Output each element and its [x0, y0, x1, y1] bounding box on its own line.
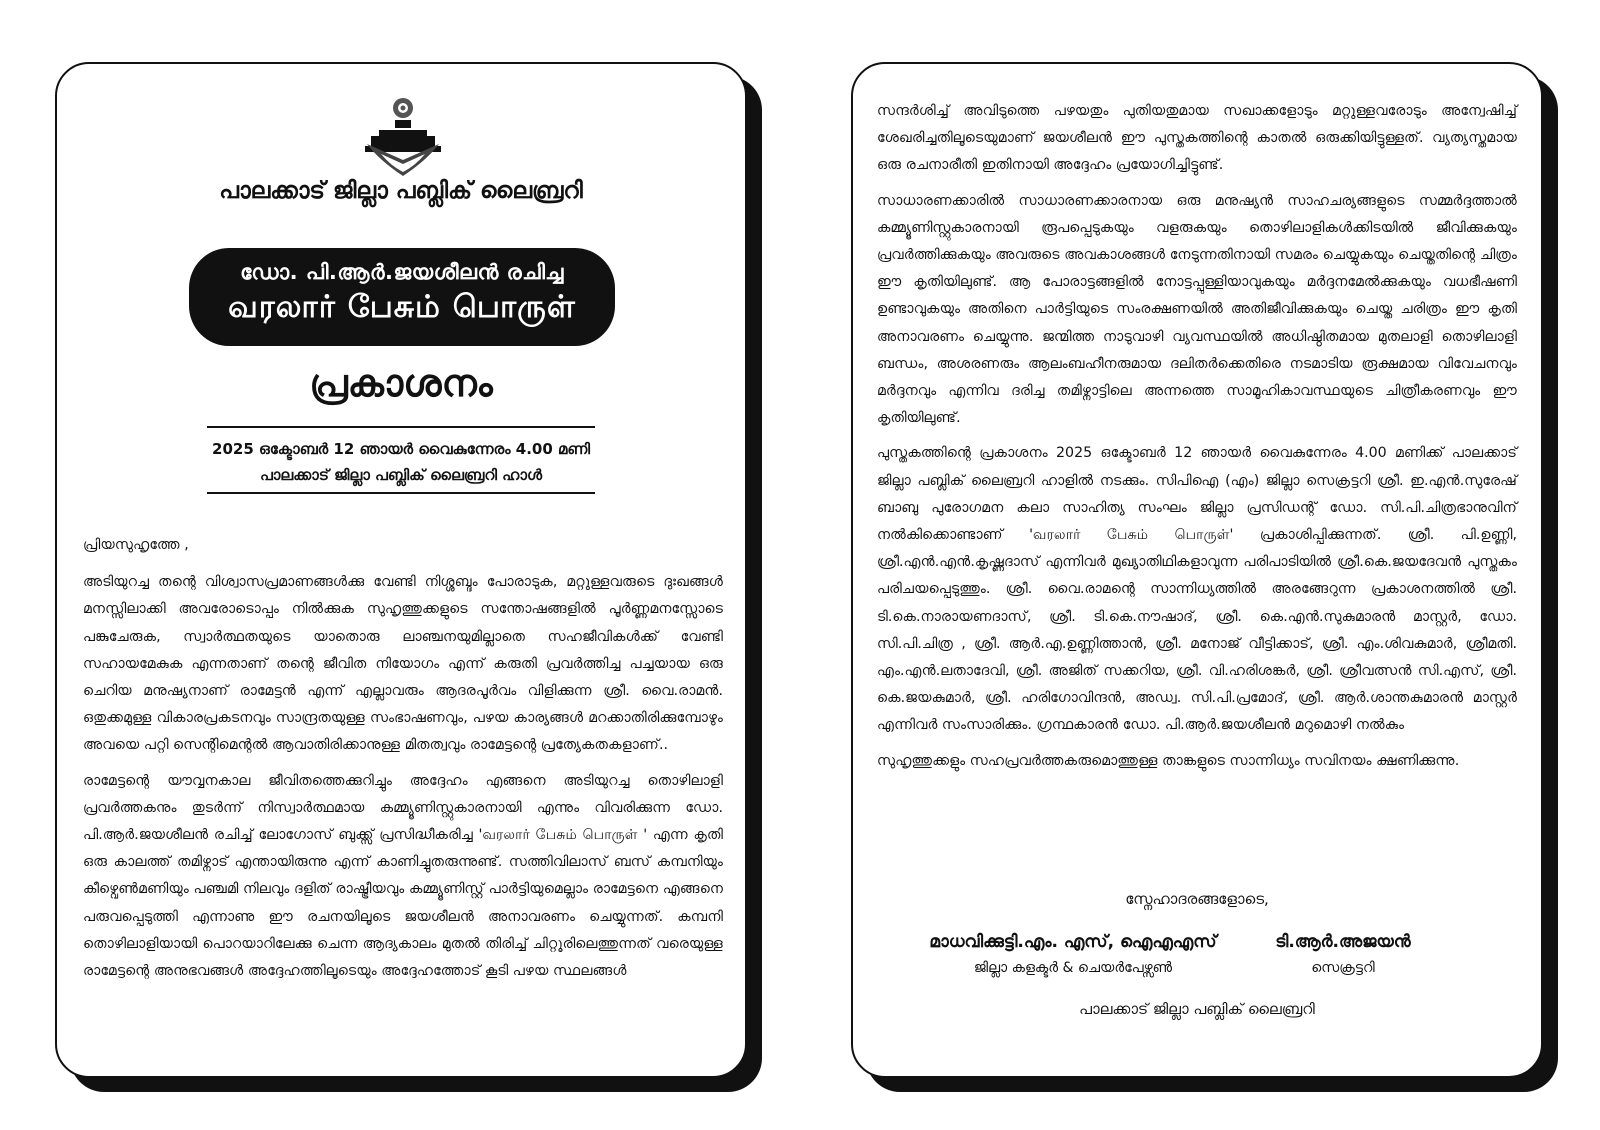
event-venue: പാലക്കാട് ജില്ലാ പബ്ലിക് ലൈബ്രറി ഹാൾ: [259, 466, 543, 484]
paragraph: പുസ്തകത്തിന്റെ പ്രകാശനം 2025 ഒക്ടോബർ 12 ഞായർ വൈകുന്നേരം 4.00 മണിക്ക് പാലക്കാട് ജില്ലാ പബ്ലിക് ലൈബ്രറി ഹാളിൽ നടക്കും. സിപിഐ (എം) ജില്ലാ സെക്രട്ടറി ശ്രീ. ഇ.എൻ.സുരേഷ് ബാബു പുരോഗമന കലാ സാഹിത്യ സംഘം ജില്ലാ പ്രസിഡന്റ് ഡോ. സി.പി.ചിത്രഭാനുവിന് നൽകിക്കൊണ്ടാണ് 'வரலார் பேசும் பொருள்' പ്രകാശിപ്പിക്കുന്നത്. ശ്രീ. പി.ഉണ്ണി, ശ്രീ.എൻ.എൻ.കൃഷ്ണദാസ് എന്നിവർ മുഖ്യാതിഥികളാവുന്ന പരിപാടിയിൽ ശ്രീ.കെ.ജയദേവൻ പുസ്തകം പരിചയപ്പെടുത്തും. ശ്രീ. വൈ.രാമന്റെ സാന്നിധ്യത്തിൽ അരങ്ങേറുന്ന പ്രകാശനത്തിൽ ശ്രീ. ടി.കെ.നാരായണദാസ്, ശ്രീ. ടി.കെ.നൗഷാദ്, ശ്രീ. കെ.എൻ.സുകുമാരൻ മാസ്റ്റർ, ഡോ. സി.പി.ചിത്ര , ശ്രീ. ആർ.എ.ഉണ്ണിത്താൻ, ശ്രീ. മനോജ് വീട്ടിക്കാട്, ശ്രീ. എം.ശിവകുമാർ, ശ്രീമതി. എം.എൻ.ലതാദേവി, ശ്രീ. അജിത് സക്കറിയ, ശ്രീ. വി.ഹരിശങ്കർ, ശ്രീ. ശ്രീവത്സൻ സി.എസ്, ശ്രീ. കെ.ജയകുമാർ, ശ്രീ. ഹരിഗോവിന്ദൻ, അഡ്വ. സി.പി.പ്രമോദ്, ശ്രീ. ആർ.ശാന്തകുമാരൻ മാസ്റ്റർ എന്നിവർ സംസാരിക്കും. ഗ്രന്ഥകാരൻ ഡോ. പി.ആർ.ജയശീലൻ മറുമൊഴി നൽകും: [877, 445, 1517, 734]
release-heading: പ്രകാശനം: [309, 360, 493, 405]
event-date: 2025 ഒക്ടോബർ 12 ഞായർ വൈകുന്നേരം 4.00 മണി: [212, 440, 590, 458]
salutation: പ്രിയസുഹൃത്തേ ,: [83, 537, 189, 553]
paragraph: രാമേട്ടന്റെ യൗവ്വനകാല ജീവിതത്തെക്കുറിച്ചും അദ്ദേഹം എങ്ങനെ അടിയുറച്ച തൊഴിലാളി പ്രവർത്തകനും തുടർന്ന് നിസ്വാർത്ഥമായ കമ്മ്യൂണിസ്റ്റുകാരനായി എന്നും വിവരിക്കുന്ന ഡോ. പി.ആർ.ജയശീലൻ രചിച്ച് ലോഗോസ് ബുക്ക്സ് പ്രസിദ്ധീകരിച്ച 'வரலார் பேசும் பொருள் ' എന്ന കൃതി ഒരു കാലത്ത് തമിഴ്നാട് എന്തായിരുന്നു എന്ന് കാണിച്ചുതരുന്നുണ്ട്. സത്തിവിലാസ് ബസ് കമ്പനിയും കീഴ്വെൺമണിയും പഞ്ചമി നിലവും ദളിത് രാഷ്ട്രീയവും കമ്മ്യൂണിസ്റ്റ് പാർട്ടിയുമെല്ലാം രാമേട്ടനെ എങ്ങനെ പരുവപ്പെടുത്തി എന്നാണു ഈ രചനയിലൂടെ ജയശീലൻ അനാവരണം ചെയ്യുന്നത്. കമ്പനി തൊഴിലാളിയായി പൊറയാറിലേക്കു ചെന്ന ആദ്യകാലം മുതൽ തിരിച്ച് ചിറ്റൂരിലെത്തുന്നത് വരെയുള്ള രാമേട്ടന്റെ അനുഭവങ്ങൾ അദ്ദേഹത്തിലൂടെയും അദ്ദേഹത്തോട് കൂടി പഴയ സ്ഥലങ്ങൾ: [83, 772, 723, 980]
paragraph: സാധാരണക്കാരിൽ സാധാരണക്കാരനായ ഒരു മനുഷ്യൻ സാഹചര്യങ്ങളുടെ സമ്മർദ്ദത്താൽ കമ്മ്യൂണിസ്റ്റുകാരനായി രൂപപ്പെടുകയും വളരുകയും തൊഴിലാളികൾക്കിടയിൽ ജീവിക്കുകയും പ്രവർത്തിക്കുകയും അവരുടെ അവകാശങ്ങൾ നേടുന്നതിനായി സമരം ചെയ്യുകയും ചെയ്തതിന്റെ ചിത്രം ഈ കൃതിയിലുണ്ട്. ആ പോരാട്ടങ്ങളിൽ നോട്ടപ്പുള്ളിയാവുകയും മർദ്ദനമേൽക്കുകയും വധഭീഷണി ഉണ്ടാവുകയും അതിനെ പാർട്ടിയുടെ സംരക്ഷണയിൽ അതിജീവിക്കുകയും ചെയ്ത ചരിത്രം ഈ കൃതി അനാവരണം ചെയ്യുന്നു. ജന്മിത്ത നാടുവാഴി വ്യവസ്ഥയിൽ അധിഷ്ഠിതമായ മുതലാളി തൊഴിലാളി ബന്ധം, അശരണരും ആലംബഹീനരുമായ ദലിതർക്കെതിരെ നടമാടിയ രൂക്ഷമായ വിവേചനവും മർദ്ദനവും എന്നിവ ദരിച്ച തമിഴ്നാട്ടിലെ അന്നത്തെ സാമൂഹികാവസ്ഥയുടെ ചിത്രീകരണവും ഈ കൃതിയിലുണ്ട്.: [877, 192, 1517, 427]
book-title: வரலார் பேசும் பொருள்: [228, 289, 576, 325]
signatory-name: മാധവിക്കുട്ടി.എം. എസ്, ഐഎഎസ്: [929, 932, 1217, 952]
event-details: [207, 426, 595, 494]
signatory-chairperson: [913, 932, 1233, 976]
org-footer: പാലക്കാട് ജില്ലാ പബ്ലിക് ലൈബ്രറി: [1079, 1000, 1315, 1018]
book-title-banner: [189, 248, 615, 346]
signatory-role: ജില്ലാ കളക്ടർ & ചെയർപേഴ്സൺ: [973, 960, 1173, 976]
library-logo-icon: [357, 96, 449, 180]
right-body: [877, 98, 1517, 783]
paragraph: സുഹൃത്തുക്കളും സഹപ്രവർത്തകരുമൊത്തുള്ള താങ്കളുടെ സാന്നിധ്യം സവിനയം ക്ഷണിക്കുന്നു.: [877, 752, 1460, 769]
signatory-role: സെക്രട്ടറി: [1311, 960, 1375, 976]
paragraph: സന്ദർശിച്ച് അവിടുത്തെ പഴയതും പുതിയതുമായ സഖാക്കളോടും മറ്റുള്ളവരോടും അന്വേഷിച്ച് ശേഖരിച്ചതിലൂടെയുമാണ് ജയശീലൻ ഈ പുസ്തകത്തിന്റെ കാതൽ ഒരുക്കിയിട്ടുള്ളത്. വ്യത്യസ്തമായ ഒരു രചനാരീതി ഇതിനായി അദ്ദേഹം പ്രയോഗിച്ചിട്ടുണ്ട്.: [877, 103, 1517, 174]
right-page: [851, 62, 1543, 1078]
closing-line: സ്നേഹാദരങ്ങളോടെ,: [1125, 890, 1269, 908]
left-page: [55, 62, 747, 1078]
author-line: ഡോ. പി.ആർ.ജയശീലൻ രചിച്ച: [240, 260, 564, 284]
org-title: പാലക്കാട് ജില്ലാ പബ്ലിക് ലൈബ്രറി: [219, 178, 583, 204]
paragraph: അടിയുറച്ച തന്റെ വിശ്വാസപ്രമാണങ്ങൾക്കു വേണ്ടി നിശ്ശബ്ദം പോരാടുക, മറ്റുള്ളവരുടെ ദുഃഖങ്ങൾ മനസ്സിലാക്കി അവരോടൊപ്പം നിൽക്കുക സുഹൃത്തുക്കളുടെ സന്തോഷങ്ങളിൽ പൂർണ്ണമനസ്സോടെ പങ്കുചേരുക, സ്വാർത്ഥതയുടെ യാതൊരു ലാഞ്ചനയുമില്ലാതെ സഹജീവികൾക്ക് വേണ്ടി സഹായമേകുക എന്നതാണ് തന്റെ ജീവിത നിയോഗം എന്ന് കരുതി പ്രവർത്തിച്ച പച്ചയായ ഒരു ചെറിയ മനുഷ്യനാണ് രാമേട്ടൻ എന്ന് എല്ലാവരും ആദരപൂർവം വിളിക്കുന്ന ശ്രീ. വൈ.രാമൻ. ഒതുക്കമുള്ള വികാരപ്രകടനവും സാന്ദ്രതയുള്ള സംഭാഷണവും, പഴയ കാര്യങ്ങൾ മറക്കാതിരിക്കുമ്പോഴും അവയെ പറ്റി സെന്റിമെന്റൽ ആവാതിരിക്കാനുള്ള മിതത്വവും രാമേട്ടന്റെ പ്രത്യേകതകളാണ്..: [83, 574, 723, 754]
signatory-name: ടി.ആർ.അജയൻ: [1275, 932, 1411, 952]
left-body: [83, 532, 723, 993]
signatory-secretary: [1253, 932, 1433, 976]
